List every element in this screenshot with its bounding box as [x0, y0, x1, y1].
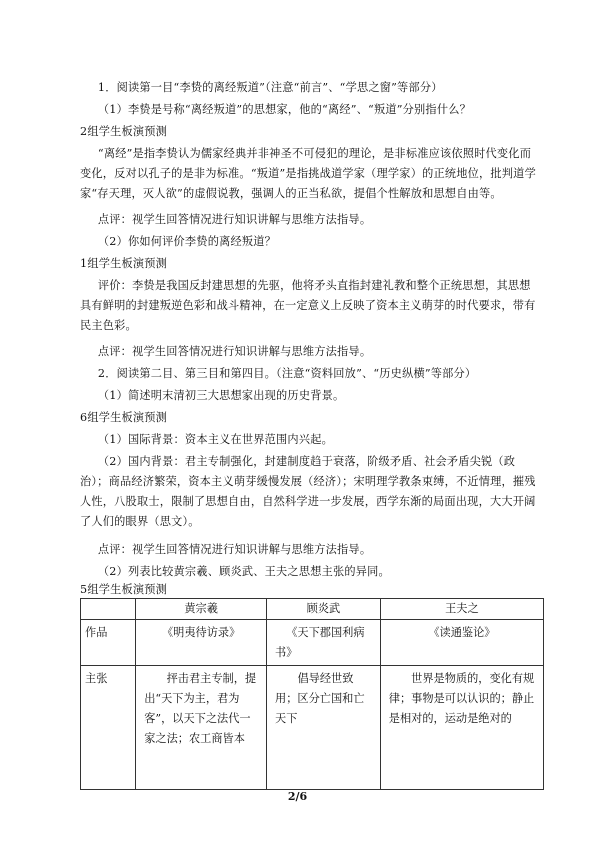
group-prediction-label: 2组学生板演预测 — [80, 125, 168, 138]
question-2-1: （1）简述明末清初三大思想家出现的历史背景。 — [97, 389, 345, 402]
comparison-table — [80, 598, 544, 790]
group-prediction-label: 6组学生板演预测 — [80, 411, 168, 424]
table-header-cell: 顾炎武 — [267, 599, 381, 620]
comment-line: 点评：视学生回答情况进行知识讲解与思维方法指导。 — [97, 213, 372, 226]
section-heading-2: 2．阅读第二目、第三目和第四目。（注意“资料回放”、“历史纵横”等部分） — [97, 367, 477, 380]
question-2-2: （2）列表比较黄宗羲、顾炎武、王夫之思想主张的异同。 — [97, 565, 390, 578]
table-cell: 《明夷待访录》 — [136, 620, 267, 666]
table-cell: 抨击君主专制，提出“天下为主，君为客”，以天下之法代一家之法；农工商皆本 — [136, 666, 267, 790]
table-cell: 《天下郡国利病书》 — [267, 620, 381, 666]
table-row — [81, 666, 544, 790]
comment-line: 点评：视学生回答情况进行知识讲解与思维方法指导。 — [97, 543, 372, 556]
row-label: 作品 — [81, 620, 136, 666]
section-heading-1: 1．阅读第一目“李贽的离经叛道”（注意“前言”、“学思之窗”等部分） — [97, 81, 443, 94]
domestic-background: （2）国内背景：君主专制强化，封建制度趋于衰落，阶级矛盾、社会矛盾尖锐（政治）；商品经济繁荣，资本主义萌芽缓慢发展（经济）；宋明理学教条束缚，不近情理，摧残人性，八股取士，限制了思想自由，自然科学进一步发展，西学东渐的局面出现，大大开阔了人们的眼界（思文）。 — [80, 455, 536, 528]
table-cell: 倡导经世致用；区分亡国和亡天下 — [267, 666, 381, 790]
answer-paragraph-1: “离经”是指李贽认为儒家经典并非神圣不可侵犯的理论，是非标准应该依照时代变化而变化，反对以孔子的是非为标准。“叛道”是指挑战道学家（理学家）的正统地位，批判道学家“存天理，灭人欲”的虚假说教，强调人的正当私欲，提倡个性解放和思想自由等。 — [80, 147, 536, 200]
row-label: 主张 — [81, 666, 136, 790]
table-row — [81, 620, 544, 666]
table-cell: 《读通鉴论》 — [380, 620, 543, 666]
table-cell: 世界是物质的，变化有规律；事物是可以认识的；静止是相对的，运动是绝对的 — [380, 666, 543, 790]
table-header-row — [81, 599, 544, 620]
table-header-cell — [81, 599, 136, 620]
group-prediction-label: 1组学生板演预测 — [80, 257, 168, 270]
page-number: 2/6 — [287, 790, 308, 803]
question-1-2: （2）你如何评价李贽的离经叛道？ — [97, 235, 277, 248]
table-header-cell: 王夫之 — [380, 599, 543, 620]
group-prediction-label: 5组学生板演预测 — [80, 583, 168, 596]
answer-paragraph-2: 评价：李贽是我国反封建思想的先驱，他将矛头直指封建礼教和整个正统思想，其思想具有鲜明的封建叛逆色彩和战斗精神，在一定意义上反映了资本主义萌芽的时代要求，带有民主色彩。 — [80, 279, 536, 332]
international-background: （1）国际背景：资本主义在世界范围内兴起。 — [97, 433, 333, 446]
table-header-cell: 黄宗羲 — [136, 599, 267, 620]
comment-line: 点评：视学生回答情况进行知识讲解与思维方法指导。 — [97, 345, 372, 358]
question-1-1: （1）李贽是号称“离经叛道”的思想家，他的“离经”、“叛道”分别指什么？ — [97, 103, 471, 116]
